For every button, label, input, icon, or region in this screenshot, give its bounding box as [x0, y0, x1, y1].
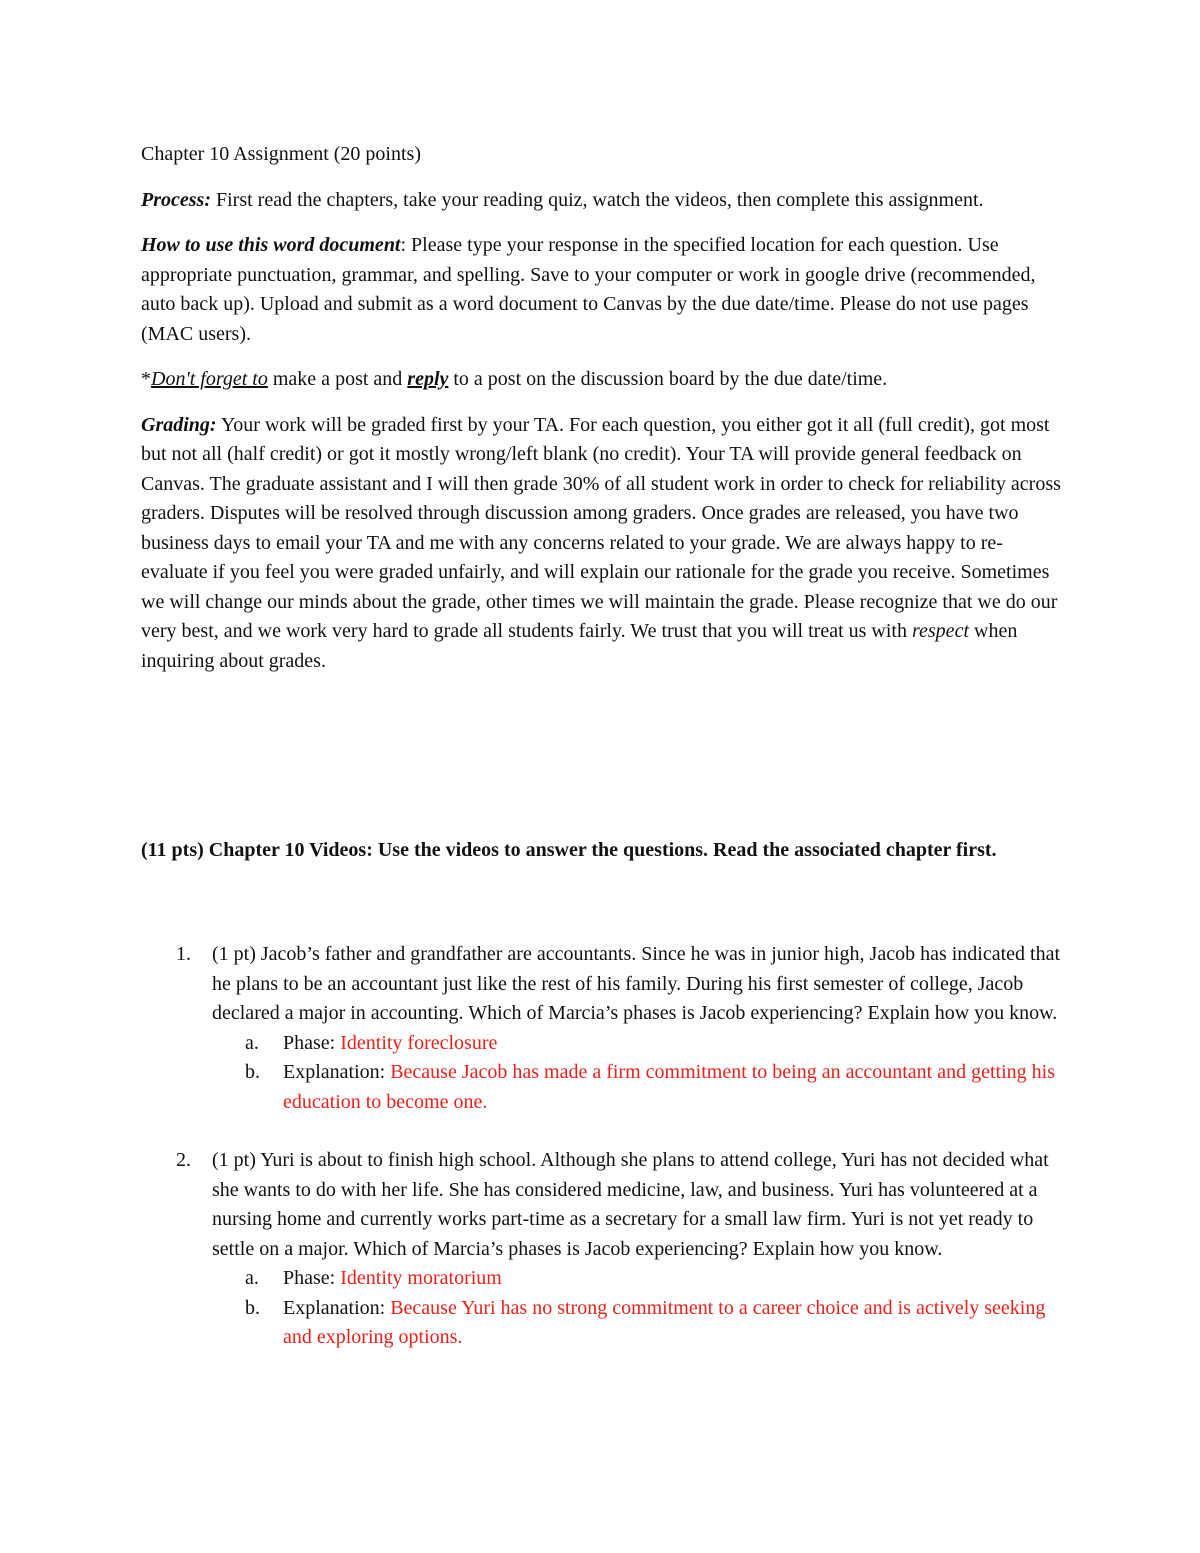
how-to-text: : Please type your response in the specified location for each question. Use appropriate punctuation, grammar, and spelling. Save to your computer or work in google drive (recommended, auto back up). Upload and submit as a word document to Canvas by the due date/time. Please do not use pages (MAC users). [141, 234, 1036, 345]
explanation-line [212, 1294, 1061, 1353]
explanation-content [283, 1058, 1061, 1117]
reminder-middle: make a post and [267, 368, 408, 390]
phase-content [283, 1264, 1061, 1294]
how-to-label: How to use this word document [141, 234, 401, 256]
question-item [141, 940, 1061, 1117]
reply-text: reply [407, 368, 449, 390]
question-body [212, 940, 1061, 1117]
explanation-line [212, 1058, 1061, 1117]
document-page [141, 140, 1061, 1348]
phase-answer[interactable]: Identity foreclosure [340, 1031, 498, 1054]
phase-label: Phase: [283, 1031, 341, 1054]
question-number: 1. [176, 943, 191, 965]
explanation-answer[interactable]: Because Jacob has made a firm commitment to being an accountant and getting his education to become one. [283, 1061, 1055, 1113]
explanation-letter: b. [245, 1296, 260, 1319]
reminder-end: to a post on the discussion board by the due date/time. [448, 368, 888, 390]
explanation-answer[interactable]: Because Yuri has no strong commitment to a career choice and is actively seeking and exploring options. [283, 1296, 1046, 1348]
section-heading: (11 pts) Chapter 10 Videos: Use the videos to answer the questions. Read the associated chapter first. [141, 839, 997, 861]
dont-forget-text: Don't forget to [151, 368, 268, 390]
explanation-content [283, 1294, 1061, 1353]
reminder-star: * [141, 368, 151, 390]
phase-answer[interactable]: Identity moratorium [340, 1267, 502, 1289]
phase-letter: a. [245, 1031, 259, 1054]
grading-text-after: when inquiring about grades. [141, 620, 1018, 672]
process-paragraph [141, 186, 1061, 216]
question-text: (1 pt) Jacob’s father and grandfather are accountants. Since he was in junior high, Jacob has indicated that he plans to be an accountant just like the rest of his family. During his first semester of college, Jacob declared a major in accounting. Which of Marcia’s phases is Jacob experiencing? Explain how you know. [212, 943, 1061, 1024]
question-number: 2. [176, 1149, 191, 1171]
process-text: First read the chapters, take your reading quiz, watch the videos, then complete this assignment. [210, 188, 984, 211]
explanation-label: Explanation: [283, 1296, 391, 1319]
grading-label: Grading: [141, 413, 217, 436]
question-text: (1 pt) Yuri is about to finish high school. Although she plans to attend college, Yuri has not decided what she wants to do with her life. She has considered medicine, law, and business. Yuri has volunteered at a nursing home and currently works part-time as a secretary for a small law firm. Yuri is not yet ready to settle on a major. Which of Marcia’s phases is Jacob experiencing? Explain how you know. [212, 1149, 1049, 1260]
phase-content [283, 1029, 1061, 1059]
phase-letter: a. [245, 1267, 259, 1289]
how-to-paragraph [141, 231, 1061, 349]
explanation-letter: b. [245, 1061, 260, 1083]
respect-text: respect [911, 620, 969, 642]
explanation-label: Explanation: [283, 1061, 391, 1083]
assignment-title: Chapter 10 Assignment (20 points) [141, 143, 421, 165]
question-list [141, 940, 1061, 1382]
phase-label: Phase: [283, 1267, 341, 1289]
grading-text-before: Your work will be graded first by your TA. For each question, you either got it all (full credit), got most but not all (half credit) or got it mostly wrong/left blank (no credit). Your TA will provide general feedback on Canvas. The graduate assistant and I will then grade 30% of all student work in order to check for reliability across graders. Disputes will be resolved through discussion among graders. Once grades are released, you have two business days to email your TA and me with any concerns related to your grade. We are always happy to re-evaluate if you feel you were graded unfairly, and will explain our rationale for the grade you receive. Sometimes we will change our minds about the grade, other times we will maintain the grade. Please recognize that we do our very best, and we work very hard to grade all students fairly. We trust that you will treat us with [141, 413, 1061, 642]
process-label: Process: [141, 188, 211, 211]
grading-paragraph [141, 411, 1061, 677]
reminder-paragraph [141, 365, 1061, 395]
question-body [212, 1146, 1061, 1353]
phase-line [212, 1264, 1061, 1294]
question-item [141, 1146, 1061, 1353]
phase-line [212, 1029, 1061, 1059]
